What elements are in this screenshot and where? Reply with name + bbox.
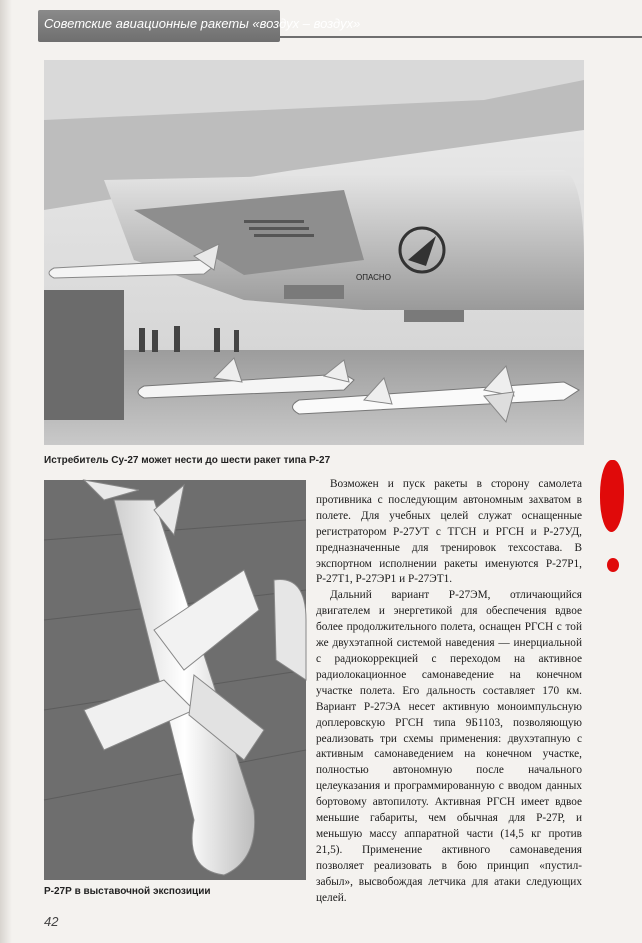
article-paragraph-2: Дальний вариант Р-27ЭМ, отличающийся двигателем и энергетикой для обеспечения вдвое более продолжительного полета, оснащен РГСН с той же двухэтапной системой наведения — инерциальной с радиокоррекцией с переходом на активное радиолокационное самонаведение на конечном участке полета. Его дальность составляет 170 км. Вариант Р-27ЭА несет активную моноимпульсную доплеровскую РГСН типа 9Б1103, позволяющую реализовать три схемы применения: двухэтапную с активным самонаведением на конечном участке, полностью автономную после начального целеуказания и программированную с вводом данных бортовому автопилоту. Активная РГСН имеет вдвое меньшие габариты, чем обычная для Р-27Р, и меньшую массу аппаратной части (14,5 кг против 21,5). Применение активного самонаведения позволяет реализовать в бою принцип «пустил-забыл», высвобождая летчика для атаки следующих целей. [316,589,582,904]
article-paragraph-1: Возможен и пуск ракеты в сторону самолета противника с последующим автономным захватом в полете. Для учебных целей служат оснащенные регистратором Р-27УТ с ТГСН и РГСН и Р-27УД, предназначенные для тренировок техсостава. В экспортном исполнении ракеты именуются Р-27Р1, Р-27Т1, Р-27ЭР1 и Р-27ЭТ1. [316,478,582,586]
header-rule [280,36,642,38]
red-marker-dot [607,558,619,572]
page-number: 42 [44,914,59,929]
top-photo-caption: Истребитель Су-27 может нести до шести ракет типа Р-27 [44,455,331,466]
article-text-column [316,477,582,904]
r27r-exhibit-photo [44,480,306,880]
running-header-title: Советские авиационные ракеты «воздух – воздух» [44,16,361,31]
r27r-missile-illustration [44,480,306,880]
opasno-marking: ОПАСНО [356,273,391,282]
su27-missiles-photo [44,60,584,445]
bottom-photo-caption: Р-27Р в выставочной экспозиции [44,886,211,897]
red-marker-blot [600,460,624,532]
page-edge-shadow [0,0,12,943]
su27-missiles-illustration [44,60,584,445]
